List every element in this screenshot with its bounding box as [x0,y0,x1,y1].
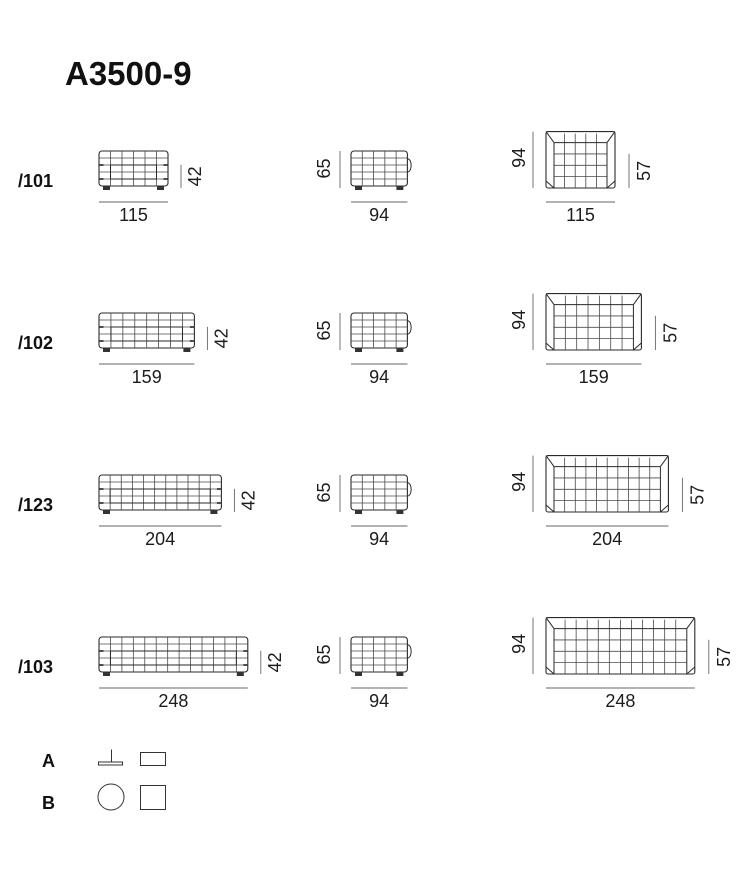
height-label: 65 [314,158,334,179]
sofa-plan-outline [546,132,615,188]
side-view [314,637,411,711]
model-code: /123 [18,495,54,515]
rectangle-icon [141,753,166,766]
sofa-foot [103,510,110,514]
sofa-side-outline [351,313,407,348]
model-code: /101 [18,171,54,191]
front-view [99,313,231,387]
legend-item-b [42,784,166,813]
sofa-foot [355,348,362,352]
model-row [18,132,654,225]
depth-label: 94 [369,529,390,549]
armrest-roll [407,483,411,496]
seat-depth-label: 57 [713,646,734,667]
front-view [99,637,285,711]
sofa-front-outline [99,475,221,510]
model-code: /103 [18,657,54,677]
side-view [314,475,411,549]
sofa-foot [355,510,362,514]
side-view [314,313,411,387]
width-label: 115 [119,205,148,225]
width-label: 159 [578,367,609,387]
sofa-side-outline [351,151,407,186]
model-row [18,618,734,711]
depth-label: 94 [509,633,529,654]
sofa-foot [396,348,403,352]
legend-label: A [42,751,55,771]
sofa-foot [183,348,190,352]
width-label: 204 [592,529,623,549]
depth-label: 94 [509,309,529,330]
plan-view [509,294,680,387]
width-label: 248 [605,691,636,711]
plan-view [509,618,734,711]
front-view [99,475,258,549]
width-label: 204 [145,529,176,549]
sofa-foot [237,672,244,676]
sofa-side-outline [351,637,407,672]
sofa-foot [103,672,110,676]
legend [42,750,166,814]
sofa-plan-outline [546,294,641,350]
seat-height-label: 42 [185,166,205,187]
depth-label: 94 [509,147,529,168]
model-row [18,456,707,549]
seat-height-label: 42 [211,328,232,349]
height-label: 65 [314,320,334,341]
sofa-front-outline [99,637,248,672]
armrest-roll [407,645,411,658]
width-label: 115 [566,205,595,225]
circle-icon [98,784,124,810]
sofa-foot [396,186,403,190]
sofa-foot [103,186,110,190]
sofa-foot [396,672,403,676]
sofa-side-outline [351,475,407,510]
legend-label: B [42,793,55,813]
depth-label: 94 [369,205,390,225]
model-row [18,294,680,387]
depth-label: 94 [369,691,390,711]
sofa-foot [103,348,110,352]
seat-depth-label: 57 [634,160,654,181]
front-view [99,151,205,225]
product-title: A3500-9 [65,55,192,92]
armrest-roll [407,321,411,334]
sofa-foot [396,510,403,514]
width-label: 248 [158,691,189,711]
height-label: 65 [314,644,334,665]
depth-label: 94 [369,367,390,387]
height-label: 65 [314,482,334,503]
depth-label: 94 [509,471,529,492]
plan-view [509,456,707,549]
seat-depth-label: 57 [660,322,681,343]
model-code: /102 [18,333,54,353]
t-profile-base [99,762,123,765]
seat-height-label: 42 [264,652,285,673]
t-profile-icon [99,750,123,766]
sofa-foot [355,672,362,676]
seat-height-label: 42 [238,490,259,511]
width-label: 159 [131,367,162,387]
square-icon [141,786,166,810]
seat-depth-label: 57 [687,484,708,505]
legend-item-a [42,750,166,772]
side-view [314,151,411,225]
sofa-foot [355,186,362,190]
plan-view [509,132,654,225]
armrest-roll [407,159,411,172]
sofa-foot [157,186,164,190]
sofa-foot [210,510,217,514]
